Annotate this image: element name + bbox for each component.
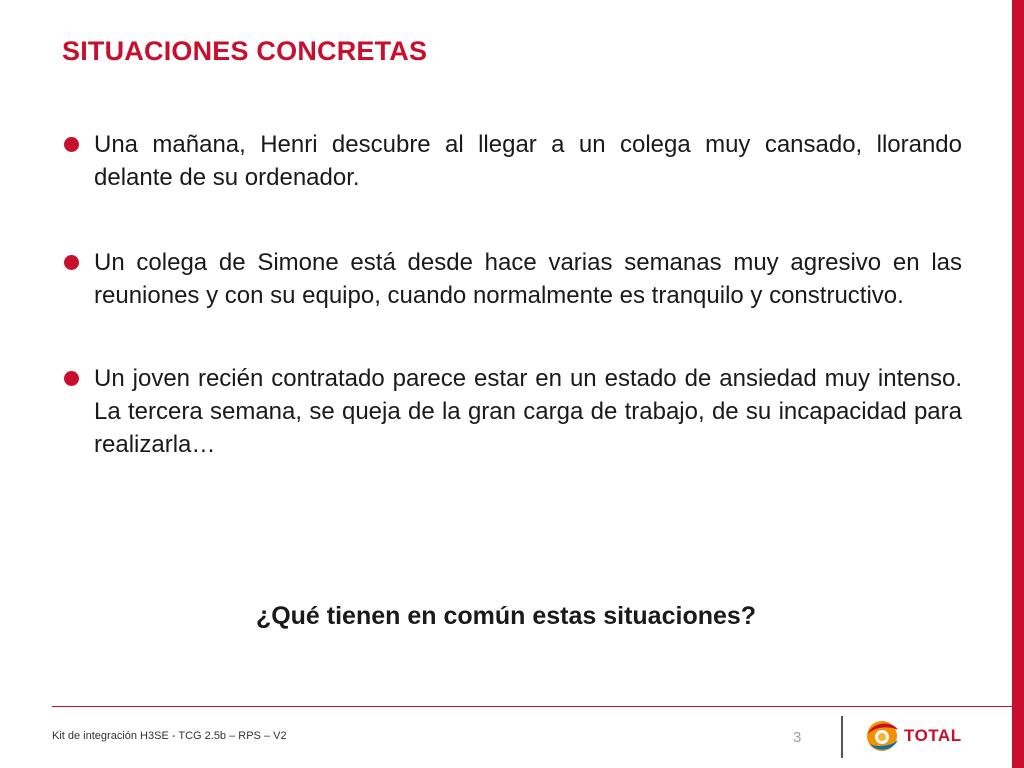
bullet-text: Una mañana, Henri descubre al llegar a un colega muy cansado, llorando delante de su ordenador. <box>94 131 962 191</box>
footer-kit-text: Kit de integración H3SE - TCG 2.5b – RPS – V2 <box>52 730 287 742</box>
closing-question: ¿Qué tienen en común estas situaciones? <box>255 602 757 630</box>
bullet-list <box>62 128 962 513</box>
bullet-dot-icon <box>64 255 79 270</box>
footer-separator <box>841 716 843 758</box>
total-logo-icon <box>862 716 902 756</box>
total-logo <box>862 716 972 756</box>
bullet-item <box>62 128 962 194</box>
right-accent-bar <box>1012 0 1024 768</box>
page-number: 3 <box>793 729 802 746</box>
bullet-item <box>62 362 962 461</box>
slide-title: SITUACIONES CONCRETAS <box>62 36 428 66</box>
footer-divider <box>52 706 1012 707</box>
bullet-dot-icon <box>64 371 79 386</box>
bullet-text: Un joven recién contratado parece estar en un estado de ansiedad muy intenso. La tercera semana, se queja de la gran carga de trabajo, de su incapacidad para realizarla… <box>94 365 962 458</box>
bullet-item <box>62 246 962 312</box>
bullet-dot-icon <box>64 137 79 152</box>
bullet-text: Un colega de Simone está desde hace varias semanas muy agresivo en las reuniones y con su equipo, cuando normalmente es tranquilo y constructivo. <box>94 249 962 309</box>
logo-text: TOTAL <box>904 726 962 745</box>
